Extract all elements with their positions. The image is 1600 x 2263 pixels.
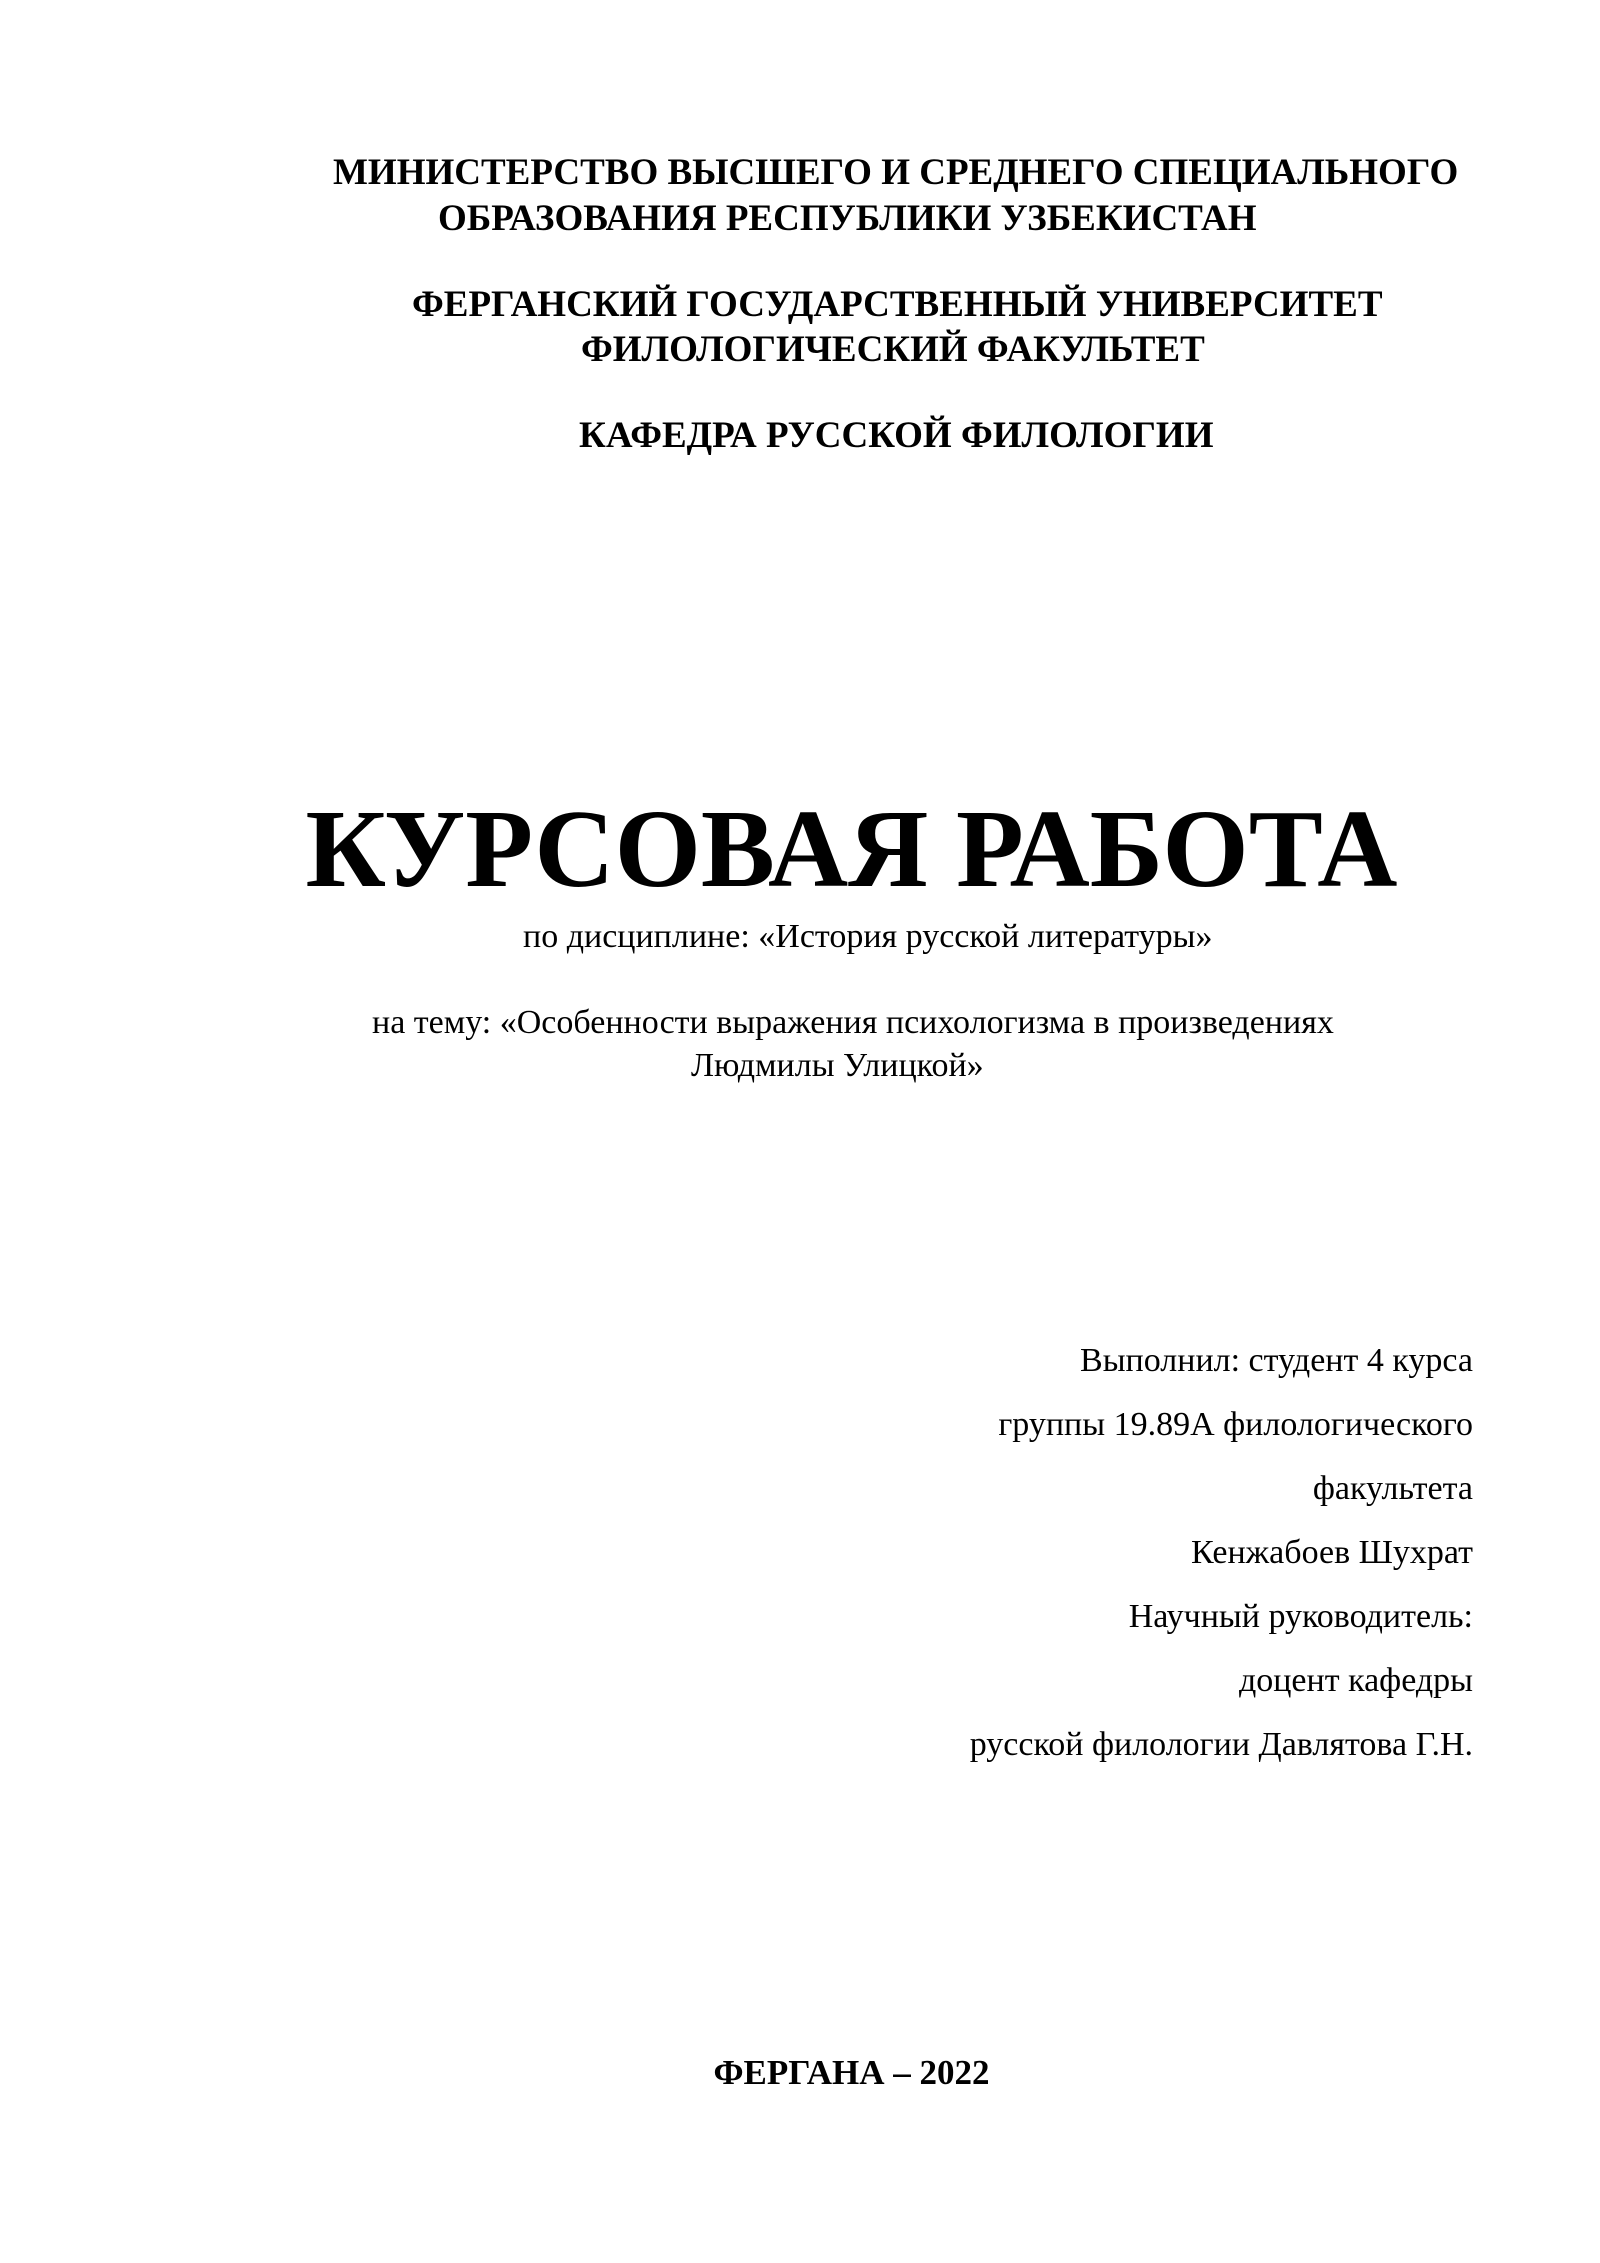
author-line-5: Научный руководитель:	[1128, 1598, 1473, 1635]
author-line-2: группы 19.89А филологического	[998, 1406, 1473, 1443]
university-line-2: ФИЛОЛОГИЧЕСКИЙ ФАКУЛЬТЕТ	[581, 329, 1205, 370]
ministry-line-1: МИНИСТЕРСТВО ВЫСШЕГО И СРЕДНЕГО СПЕЦИАЛЬНОГО	[333, 152, 1459, 193]
author-line-6: доцент кафедры	[1238, 1662, 1473, 1699]
university-line-1: ФЕРГАНСКИЙ ГОСУДАРСТВЕННЫЙ УНИВЕРСИТЕТ	[412, 284, 1383, 325]
ministry-line-2: ОБРАЗОВАНИЯ РЕСПУБЛИКИ УЗБЕКИСТАН	[438, 198, 1257, 239]
author-line-4: Кенжабоев Шухрат	[1191, 1534, 1473, 1571]
author-line-7: русской филологии Давлятова Г.Н.	[969, 1726, 1473, 1763]
topic-line-2: Людмилы Улицкой»	[691, 1047, 984, 1084]
department-name: КАФЕДРА РУССКОЙ ФИЛОЛОГИИ	[579, 415, 1214, 456]
author-line-3: факультета	[1312, 1470, 1473, 1507]
topic-line-1: на тему: «Особенности выражения психологизма в произведениях	[372, 1004, 1334, 1041]
city-year: ФЕРГАНА – 2022	[713, 2053, 990, 2092]
document-title: КУРСОВАЯ РАБОТА	[305, 788, 1398, 911]
discipline-line: по дисциплине: «История русской литературы»	[523, 918, 1213, 955]
author-line-1: Выполнил: студент 4 курса	[1080, 1342, 1473, 1379]
